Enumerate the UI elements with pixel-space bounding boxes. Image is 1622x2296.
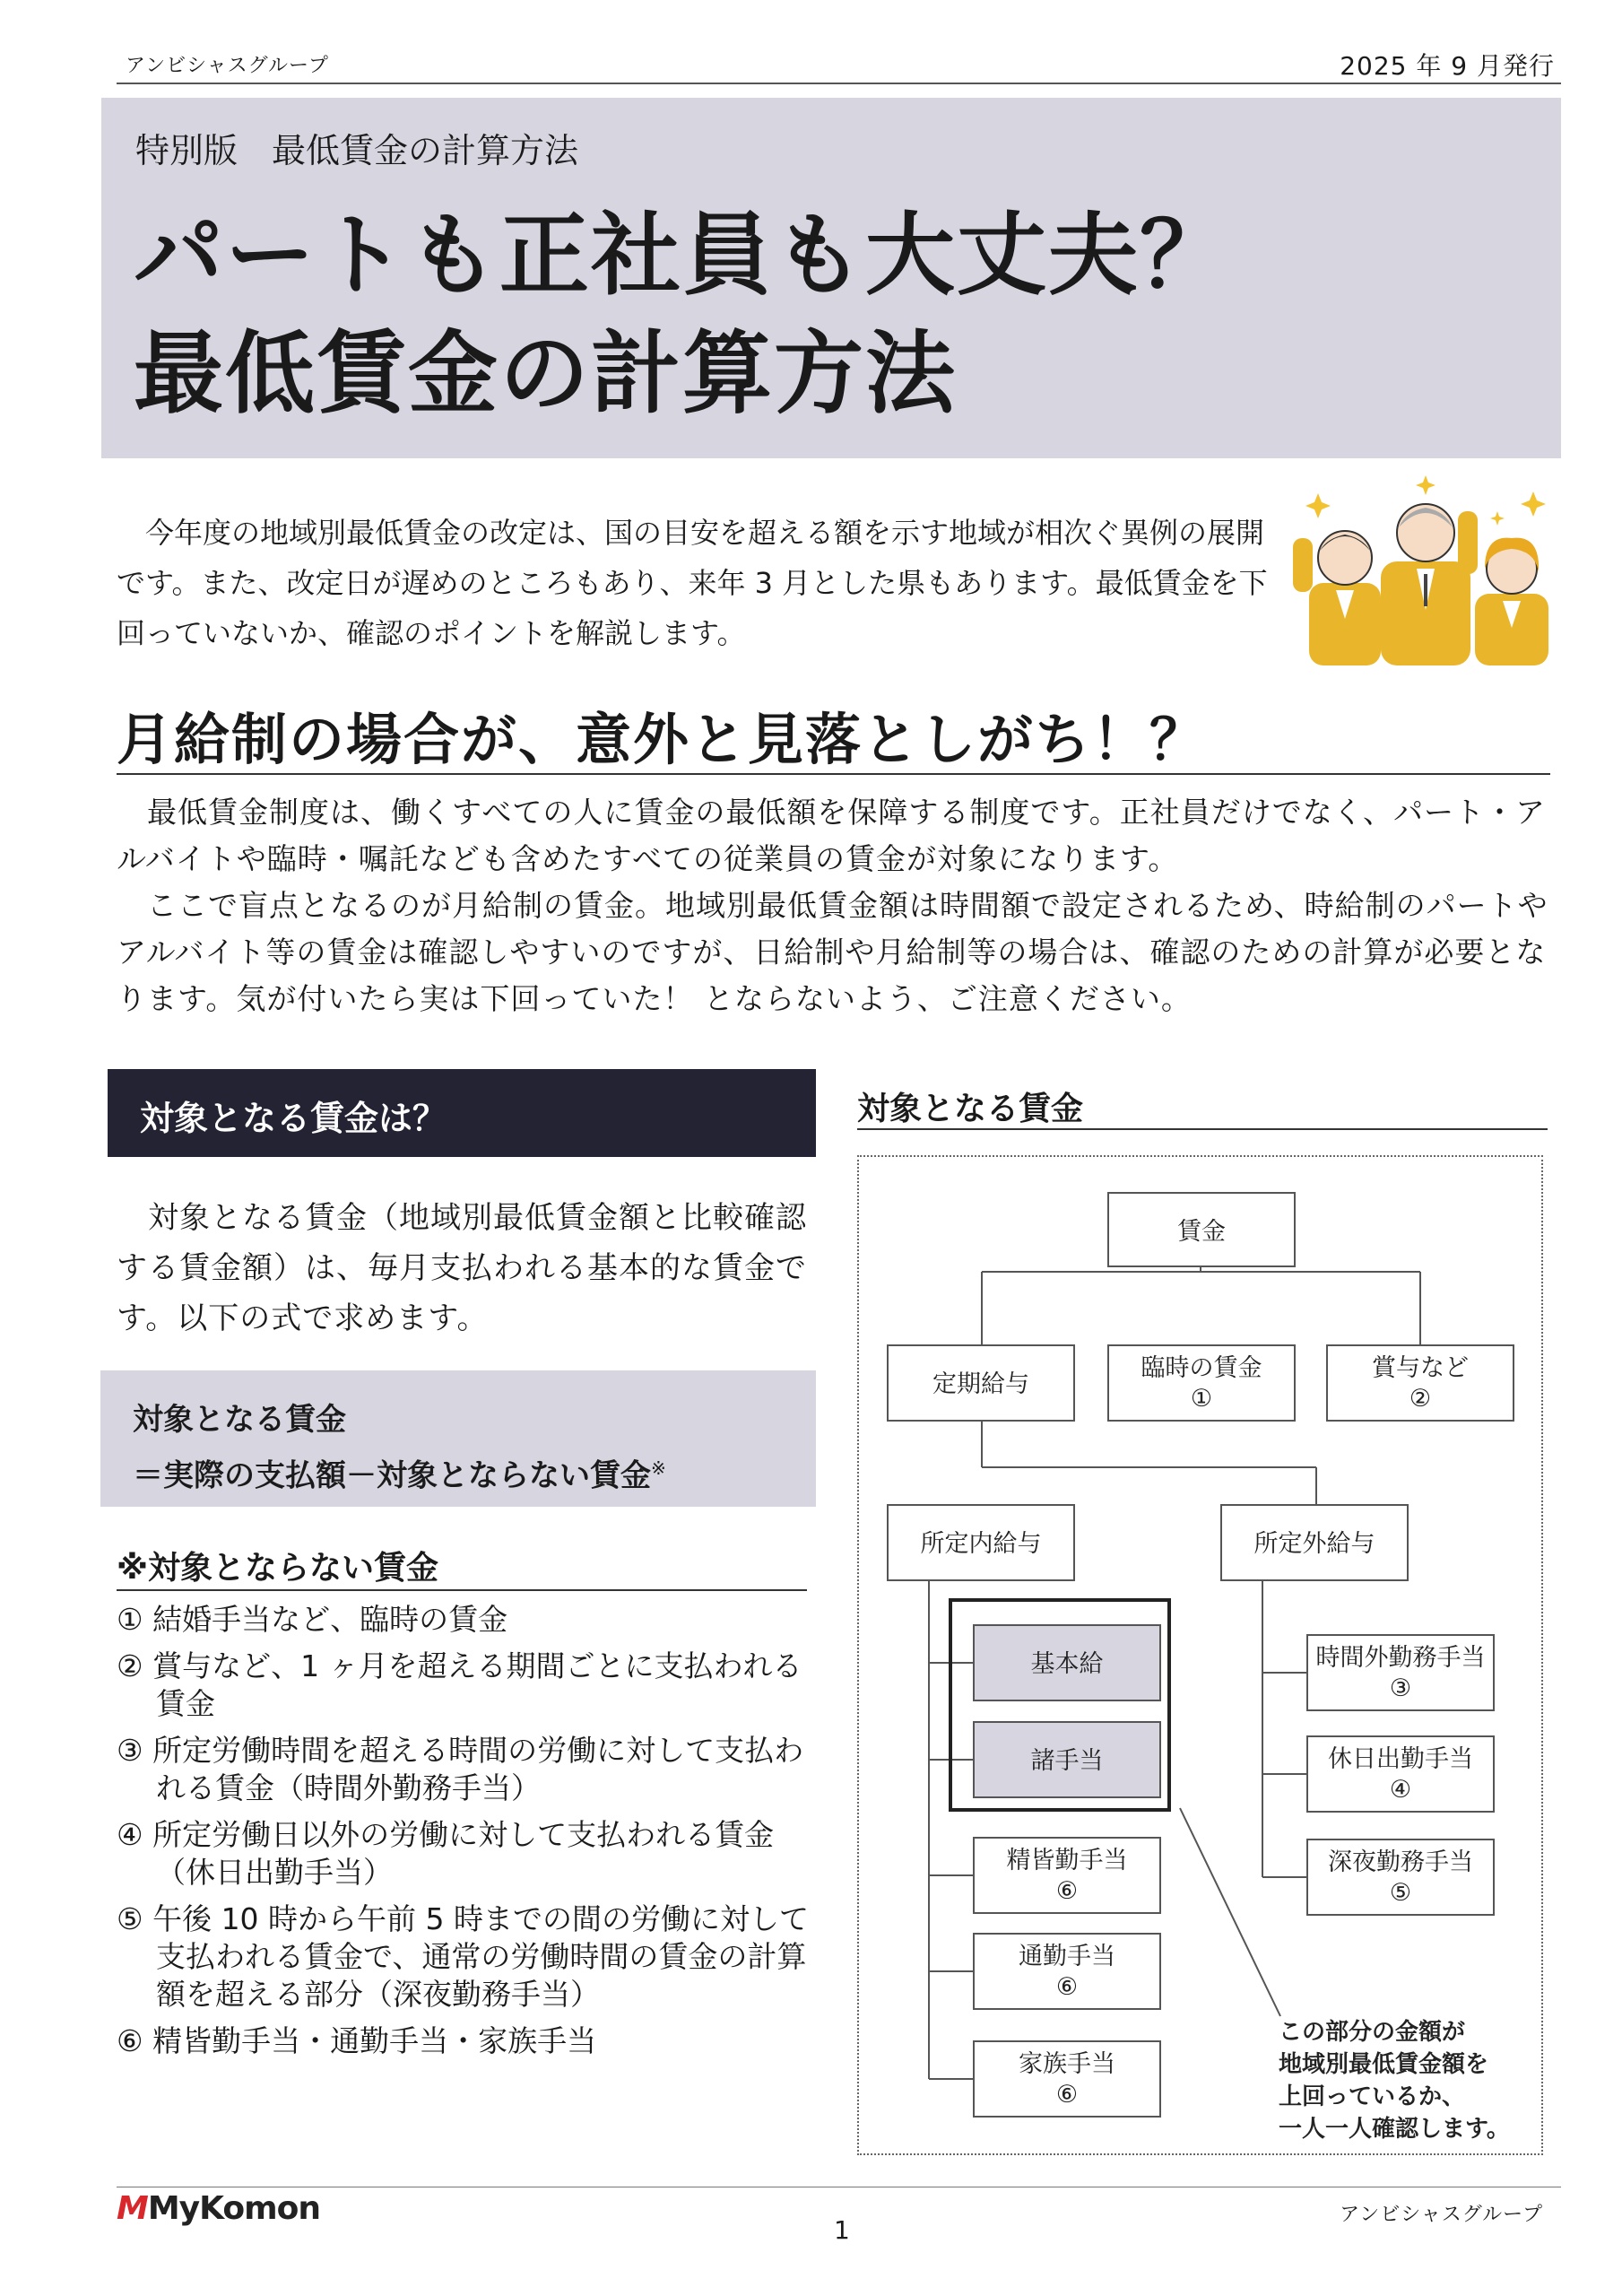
node-label: 休日出勤手当 — [1328, 1745, 1473, 1773]
node-mark: ⑥ — [1055, 1877, 1079, 1905]
node-bonus — [1327, 1345, 1514, 1421]
intro-paragraph: 今年度の地域別最低賃金の改定は、国の目安を超える額を示す地域が相次ぐ異例の展開です。また、改定日が遅めのところもあり、来年 3 月とした県もあります。最低賃金を下回っていないか、確認のポイントを解説します。 — [117, 516, 1268, 650]
cheering-people-illustration — [1291, 475, 1560, 665]
person-right — [1475, 538, 1548, 665]
section-title: 月給制の場合が、意外と見落としがち！？ — [117, 707, 1208, 772]
title-subtitle: 特別版 最低賃金の計算方法 — [135, 131, 579, 170]
diagram-note — [1279, 2018, 1510, 2143]
node-non-scheduled — [1221, 1505, 1408, 1580]
page-title — [134, 196, 1231, 433]
diagram-note-line: 一人一人確認します。 — [1279, 2116, 1510, 2143]
node-label: 所定外給与 — [1253, 1530, 1375, 1558]
logo-mark-icon: M — [117, 2190, 148, 2227]
section-body — [117, 789, 1551, 1022]
node-mark: ① — [1190, 1385, 1213, 1413]
node-label: 家族手当 — [1019, 2050, 1115, 2078]
diagram-note-line: この部分の金額が — [1279, 2019, 1466, 2046]
node-root — [1108, 1193, 1295, 1266]
node-label: 賃金 — [1177, 1218, 1226, 1246]
node-mark: ③ — [1389, 1674, 1412, 1702]
node-commute — [974, 1934, 1160, 2009]
formula-line-1: 対象となる賃金 — [133, 1402, 346, 1438]
title-line-1: パートも正社員も大丈夫？ — [134, 203, 1231, 308]
mykomon-logo — [117, 2190, 320, 2227]
list-item: ④ 所定労働日以外の労働に対して支払われる賃金（休日出勤手当） — [117, 1817, 775, 1890]
node-label: 時間外勤務手当 — [1315, 1644, 1486, 1672]
section-paragraph-2: ここで盲点となるのが月給制の賃金。地域別最低賃金額は時間額で設定されるため、時給制のパートやアルバイト等の賃金は確認しやすいのですが、日給制や月給制等の場合は、確認のための計算が必要となります。気が付いたら実は下回っていた！ とならないよう、ご注意ください。 — [117, 888, 1548, 1016]
node-label: 精皆勤手当 — [1006, 1847, 1128, 1874]
diagram-note-line: 上回っているか、 — [1279, 2083, 1466, 2110]
node-base-pay — [974, 1625, 1160, 1700]
node-label: 所定内給与 — [920, 1530, 1042, 1558]
node-overtime — [1307, 1635, 1494, 1710]
list-item: ① 結婚手当など、臨時の賃金 — [117, 1602, 508, 1637]
list-item: ③ 所定労働時間を超える時間の労働に対して支払われる賃金（時間外勤務手当） — [117, 1733, 804, 1805]
target-wage-heading: 対象となる賃金は？ — [108, 1069, 816, 1157]
formula-box — [100, 1370, 816, 1507]
wage-structure-diagram — [857, 1155, 1543, 2155]
diagram-note-line: 地域別最低賃金額を — [1279, 2051, 1489, 2078]
node-label: 通勤手当 — [1019, 1943, 1115, 1970]
title-line-2: 最低賃金の計算方法 — [134, 321, 957, 426]
node-label: 諸手当 — [1030, 1747, 1104, 1775]
section-divider — [117, 773, 1550, 775]
list-item: ⑥ 精皆勤手当・通勤手当・家族手当 — [117, 2023, 597, 2058]
node-family — [974, 2041, 1160, 2117]
list-item: ② 賞与など、1 ヶ月を超える期間ごとに支払われる賃金 — [117, 1648, 802, 1721]
formula-line-2 — [133, 1444, 784, 1500]
header-date: 2025 年 9 月発行 — [1340, 51, 1555, 81]
node-mark: ② — [1409, 1385, 1432, 1413]
header-org: アンビシャスグループ — [126, 55, 329, 77]
node-label: 定期給与 — [932, 1370, 1029, 1398]
page-number: 1 — [834, 2215, 850, 2245]
node-attendance — [974, 1838, 1160, 1913]
node-mark: ⑥ — [1055, 1973, 1079, 2001]
list-item: ⑤ 午後 10 時から午前 5 時までの間の労働に対して支払われる賃金で、通常の労働時間の賃金の計算額を超える部分（深夜勤務手当） — [117, 1901, 810, 2012]
node-label: 深夜勤務手当 — [1328, 1848, 1473, 1876]
node-temporary — [1108, 1345, 1295, 1421]
node-holiday — [1307, 1736, 1494, 1812]
excluded-wages-title: ※対象とならない賃金 — [117, 1550, 438, 1587]
diagram-title: 対象となる賃金 — [857, 1091, 1084, 1127]
person-center — [1381, 504, 1478, 665]
node-label: 賞与など — [1372, 1354, 1469, 1382]
diagram-title-divider — [857, 1128, 1548, 1130]
title-block — [101, 98, 1561, 458]
logo-text: MyKomon — [147, 2190, 320, 2227]
node-regular — [888, 1345, 1074, 1421]
node-scheduled — [888, 1505, 1074, 1580]
node-mark: ④ — [1389, 1776, 1412, 1804]
formula-text: ＝実際の支払額－対象とならない賃金 — [133, 1457, 651, 1494]
header-divider — [117, 83, 1561, 84]
node-mark: ⑥ — [1055, 2081, 1079, 2109]
excluded-wages-list — [117, 1601, 816, 2069]
node-label: 基本給 — [1030, 1650, 1104, 1678]
node-allowances — [974, 1722, 1160, 1797]
node-label: 臨時の賃金 — [1141, 1354, 1262, 1382]
node-night — [1307, 1839, 1494, 1915]
section-paragraph-1: 最低賃金制度は、働くすべての人に賃金の最低額を保障する制度です。正社員だけでなく、パート・アルバイトや臨時・嘱託なども含めたすべての従業員の賃金が対象になります。 — [117, 795, 1547, 876]
target-wage-paragraph: 対象となる賃金（地域別最低賃金額と比較確認する賃金額）は、毎月支払われる基本的な賃金です。以下の式で求めます。 — [117, 1200, 807, 1336]
footer-org: アンビシャスグループ — [1340, 2204, 1543, 2226]
excluded-wages-divider — [117, 1589, 807, 1591]
person-left — [1293, 531, 1381, 665]
formula-note-mark: ※ — [651, 1457, 666, 1479]
node-mark: ⑤ — [1389, 1879, 1412, 1907]
